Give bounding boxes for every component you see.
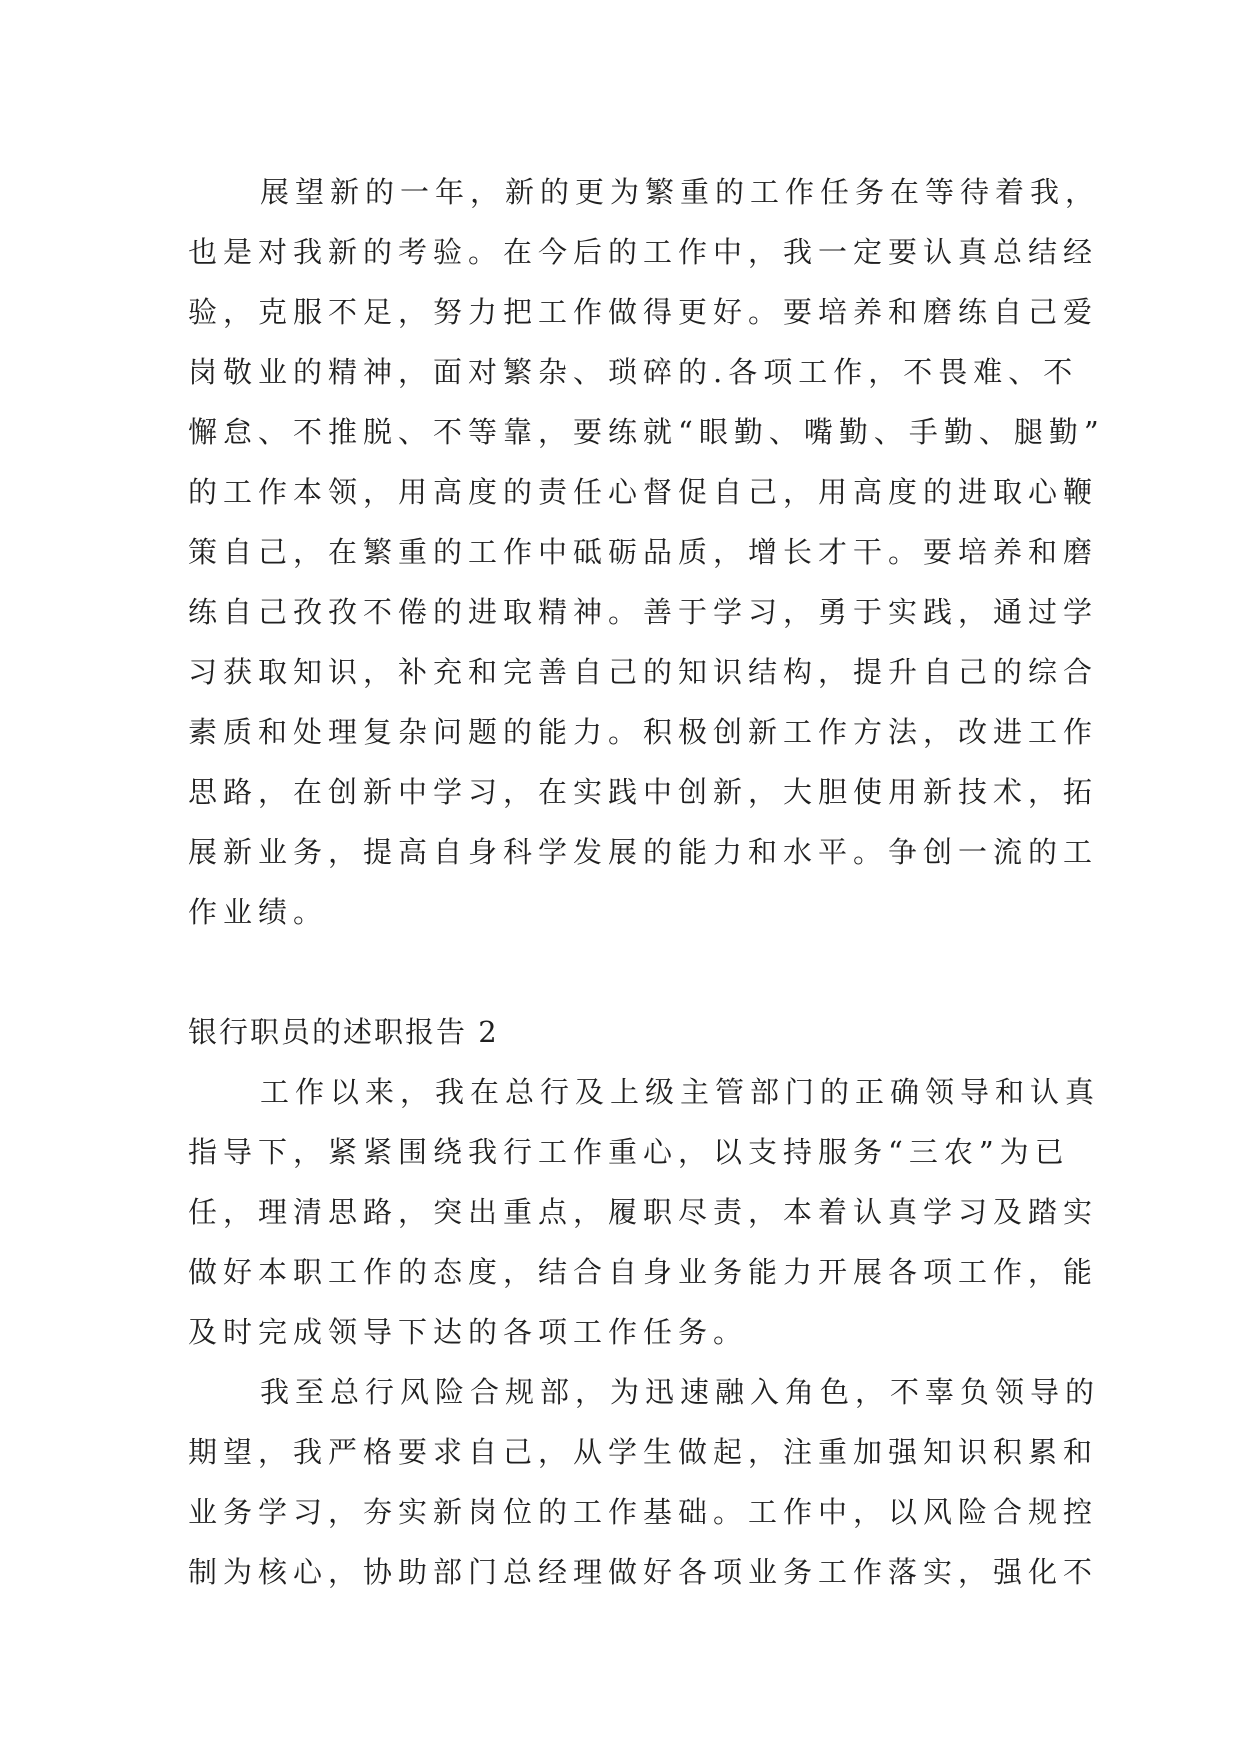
text-line: 也是对我新的考验。在今后的工作中，我一定要认真总结经 — [188, 235, 1099, 269]
text-line: 习获取知识，补充和完善自己的知识结构，提升自己的综合 — [188, 655, 1099, 689]
paragraph-risk-compliance — [188, 1362, 1101, 1602]
text-line: 业务学习，夯实新岗位的工作基础。工作中，以风险合规控 — [188, 1495, 1099, 1529]
text-line: 的工作本领，用高度的责任心督促自己，用高度的进取心鞭 — [188, 475, 1099, 509]
text-line: 展望新的一年，新的更为繁重的工作任务在等待着我， — [260, 175, 1101, 209]
text-line: 期望，我严格要求自己，从学生做起，注重加强知识积累和 — [188, 1435, 1099, 1469]
text-line: 指导下，紧紧围绕我行工作重心，以支持服务“三农”为已 — [188, 1135, 1070, 1169]
text-line: 及时完成领导下达的各项工作任务。 — [188, 1315, 749, 1349]
text-line: 作业绩。 — [188, 895, 329, 929]
text-line: 懈怠、不推脱、不等靠，要练就“眼勤、嘴勤、手勤、腿勤” — [188, 415, 1105, 449]
section-heading: 银行职员的述职报告 2 — [188, 1015, 499, 1049]
text-line: 素质和处理复杂问题的能力。积极创新工作方法，改进工作 — [188, 715, 1099, 749]
text-line: 岗敬业的精神，面对繁杂、琐碎的.各项工作，不畏难、不 — [188, 355, 1079, 389]
paragraph-work-intro — [188, 1062, 1101, 1362]
text-line: 制为核心，协助部门总经理做好各项业务工作落实，强化不 — [188, 1555, 1099, 1589]
text-line: 工作以来，我在总行及上级主管部门的正确领导和认真 — [260, 1075, 1101, 1109]
text-line: 展新业务，提高自身科学发展的能力和水平。争创一流的工 — [188, 835, 1099, 869]
text-line: 策自己，在繁重的工作中砥砺品质，增长才干。要培养和磨 — [188, 535, 1099, 569]
text-line: 任，理清思路，突出重点，履职尽责，本着认真学习及踏实 — [188, 1195, 1099, 1229]
document-body — [188, 162, 1105, 1602]
text-line: 做好本职工作的态度，结合自身业务能力开展各项工作，能 — [188, 1255, 1099, 1289]
paragraph-outlook — [188, 162, 1105, 942]
text-line: 验，克服不足，努力把工作做得更好。要培养和磨练自己爱 — [188, 295, 1099, 329]
text-line: 我至总行风险合规部，为迅速融入角色，不辜负领导的 — [260, 1375, 1101, 1409]
text-line: 思路，在创新中学习，在实践中创新，大胆使用新技术，拓 — [188, 775, 1099, 809]
text-line: 练自己孜孜不倦的进取精神。善于学习，勇于实践，通过学 — [188, 595, 1099, 629]
